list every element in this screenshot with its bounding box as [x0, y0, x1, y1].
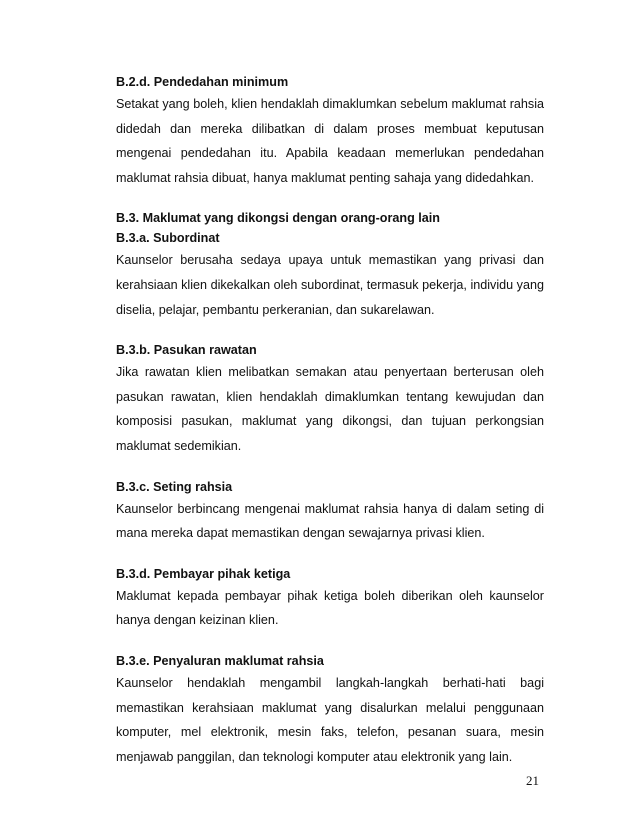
section-paragraph: Maklumat kepada pembayar pihak ketiga boleh diberikan oleh kaunselor hanya dengan keizinan klien. — [116, 588, 544, 628]
section-b3b — [116, 340, 544, 458]
section-b2d — [116, 72, 544, 190]
section-paragraph: Jika rawatan klien melibatkan semakan atau penyertaan berterusan oleh pasukan rawatan, klien hendaklah dimaklumkan tentang kewujudan dan komposisi pasukan, maklumat yang dikongsi, dan tujuan perkongsian maklumat sedemikian. — [116, 365, 544, 453]
section-paragraph: Kaunselor hendaklah mengambil langkah-langkah berhati-hati bagi memastikan kerahsiaan maklumat yang disalurkan melalui penggunaan komputer, mel elektronik, mesin faks, telefon, pesanan suara, mesin menjawab panggilan, dan teknologi komputer atau elektronik yang lain. — [116, 675, 544, 764]
section-b3e — [116, 651, 544, 769]
section-b3c — [116, 477, 544, 546]
section-paragraph: Kaunselor berusaha sedaya upaya untuk memastikan yang privasi dan kerahsiaan klien dikekalkan oleh subordinat, termasuk pekerja, individu yang diselia, pelajar, pembantu perkeranian, dan sukarelawan. — [116, 253, 544, 317]
section-heading: B.3.e. Penyaluran maklumat rahsia — [116, 653, 324, 668]
section-heading: B.3.c. Seting rahsia — [116, 479, 233, 494]
section-heading: B.3.b. Pasukan rawatan — [116, 343, 257, 358]
section-paragraph: Setakat yang boleh, klien hendaklah dimaklumkan sebelum maklumat rahsia didedah dan mereka dilibatkan di dalam proses membuat keputusan mengenai pendedahan itu. Apabila keadaan memerlukan pendedahan maklumat rahsia dibuat, hanya maklumat penting sahaja yang didedahkan. — [116, 97, 544, 185]
section-heading: B.3.d. Pembayar pihak ketiga — [116, 566, 291, 581]
page-number: 21 — [526, 773, 539, 788]
subsection-heading: B.3.a. Subordinat — [116, 231, 220, 246]
section-heading: B.2.d. Pendedahan minimum — [116, 75, 289, 89]
section-paragraph: Kaunselor berbincang mengenai maklumat rahsia hanya di dalam seting di mana mereka dapat memastikan dengan sewajarnya privasi klien. — [116, 501, 544, 541]
section-b3a — [116, 208, 544, 322]
section-heading: B.3. Maklumat yang dikongsi dengan orang-orang lain — [116, 211, 440, 226]
document-page — [116, 72, 544, 787]
section-b3d — [116, 564, 544, 633]
